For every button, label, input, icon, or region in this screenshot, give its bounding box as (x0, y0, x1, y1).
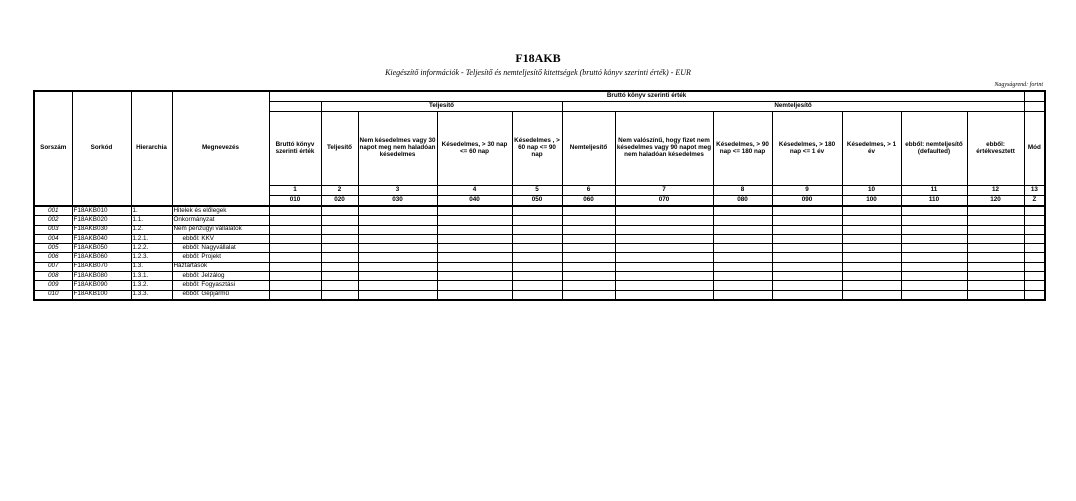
data-cell[interactable] (437, 216, 512, 225)
data-cell[interactable] (615, 234, 713, 243)
data-cell[interactable] (437, 244, 512, 253)
header-blank-left (269, 102, 321, 112)
column-header: Késedelmes , > 60 nap <= 90 nap (512, 112, 562, 186)
data-cell[interactable] (269, 234, 321, 243)
data-cell[interactable] (713, 290, 772, 300)
row-sorszam: 009 (34, 281, 72, 290)
column-header: Teljesítő (321, 112, 358, 186)
data-cell[interactable] (713, 272, 772, 281)
data-cell[interactable] (842, 244, 901, 253)
column-number: 10 (842, 186, 901, 196)
column-number: 4 (437, 186, 512, 196)
row-sorszam: 002 (34, 216, 72, 225)
table-row (34, 206, 1045, 216)
row-hierarchia: 1.2.2. (131, 244, 172, 253)
data-cell[interactable] (562, 225, 615, 234)
column-number: 9 (772, 186, 842, 196)
report-table (33, 90, 1046, 301)
data-cell[interactable] (1024, 206, 1045, 216)
data-cell[interactable] (321, 253, 358, 262)
data-cell[interactable] (437, 262, 512, 271)
column-code: 020 (321, 196, 358, 207)
data-cell[interactable] (269, 225, 321, 234)
data-cell[interactable] (772, 272, 842, 281)
data-cell[interactable] (901, 272, 967, 281)
data-cell[interactable] (437, 225, 512, 234)
data-cell[interactable] (321, 225, 358, 234)
data-cell[interactable] (713, 244, 772, 253)
column-code: 060 (562, 196, 615, 207)
column-header: Késedelmes, > 30 nap <= 60 nap (437, 112, 512, 186)
data-cell[interactable] (321, 290, 358, 300)
data-cell[interactable] (1024, 290, 1045, 300)
data-cell[interactable] (842, 272, 901, 281)
data-cell[interactable] (842, 216, 901, 225)
data-cell[interactable] (842, 290, 901, 300)
column-header: Bruttó könyv szerinti érték (269, 112, 321, 186)
table-row (34, 281, 1045, 290)
data-cell[interactable] (269, 244, 321, 253)
data-cell[interactable] (358, 290, 437, 300)
data-cell[interactable] (901, 253, 967, 262)
column-code: 100 (842, 196, 901, 207)
data-cell[interactable] (512, 225, 562, 234)
data-cell[interactable] (901, 290, 967, 300)
data-cell[interactable] (512, 290, 562, 300)
data-cell[interactable] (842, 281, 901, 290)
data-cell[interactable] (358, 272, 437, 281)
data-cell[interactable] (967, 290, 1024, 300)
header-blank-top (1024, 91, 1045, 102)
data-cell[interactable] (713, 234, 772, 243)
column-header: Nem késedelmes vagy 30 napot meg nem haladóan késedelmes (358, 112, 437, 186)
row-sorkod: F18AKB030 (72, 225, 131, 234)
row-hierarchia: 1.3. (131, 262, 172, 271)
data-cell[interactable] (713, 281, 772, 290)
data-cell[interactable] (842, 262, 901, 271)
data-cell[interactable] (967, 253, 1024, 262)
data-cell[interactable] (772, 216, 842, 225)
data-cell[interactable] (562, 206, 615, 216)
row-sorkod: F18AKB020 (72, 216, 131, 225)
row-sorkod: F18AKB050 (72, 244, 131, 253)
column-code: 080 (713, 196, 772, 207)
data-cell[interactable] (967, 206, 1024, 216)
row-sorkod: F18AKB080 (72, 272, 131, 281)
row-sorszam: 006 (34, 253, 72, 262)
data-cell[interactable] (842, 225, 901, 234)
data-cell[interactable] (615, 281, 713, 290)
data-cell[interactable] (562, 281, 615, 290)
row-megnevezes: Önkormányzat (172, 216, 269, 225)
data-cell[interactable] (321, 206, 358, 216)
data-cell[interactable] (512, 272, 562, 281)
data-cell[interactable] (512, 234, 562, 243)
data-cell[interactable] (772, 253, 842, 262)
column-number: 1 (269, 186, 321, 196)
data-cell[interactable] (1024, 216, 1045, 225)
row-megnevezes: ebből: Nagyvállalat (172, 244, 269, 253)
row-hierarchia: 1.2. (131, 225, 172, 234)
data-cell[interactable] (772, 290, 842, 300)
row-sorszam: 001 (34, 206, 72, 216)
column-code: 120 (967, 196, 1024, 207)
data-cell[interactable] (562, 290, 615, 300)
table-row (34, 225, 1045, 234)
data-cell[interactable] (967, 272, 1024, 281)
column-number: 2 (321, 186, 358, 196)
data-cell[interactable] (321, 216, 358, 225)
column-header: Nemteljesítő (562, 112, 615, 186)
data-cell[interactable] (269, 206, 321, 216)
data-cell[interactable] (512, 253, 562, 262)
column-code: 070 (615, 196, 713, 207)
column-number: 12 (967, 186, 1024, 196)
row-megnevezes: ebből: Projekt (172, 253, 269, 262)
column-header: Késedelmes, > 90 nap <= 180 nap (713, 112, 772, 186)
data-cell[interactable] (321, 244, 358, 253)
data-cell[interactable] (615, 244, 713, 253)
row-megnevezes: ebből: Fogyasztási (172, 281, 269, 290)
data-cell[interactable] (358, 253, 437, 262)
data-cell[interactable] (562, 244, 615, 253)
data-cell[interactable] (713, 262, 772, 271)
data-cell[interactable] (615, 272, 713, 281)
column-code: 110 (901, 196, 967, 207)
row-hierarchia: 1.2.1. (131, 234, 172, 243)
data-cell[interactable] (358, 281, 437, 290)
data-cell[interactable] (512, 262, 562, 271)
row-megnevezes: Hitelek és előlegek (172, 206, 269, 216)
data-cell[interactable] (512, 206, 562, 216)
header-performing: Teljesítő (321, 102, 562, 112)
data-cell[interactable] (772, 244, 842, 253)
row-sorkod: F18AKB070 (72, 262, 131, 271)
unit-note: Nagyságrend: forint (994, 82, 1043, 88)
row-sorszam: 010 (34, 290, 72, 300)
header-megnevezes: Megnevezés (172, 91, 269, 206)
table-row (34, 216, 1045, 225)
data-cell[interactable] (967, 225, 1024, 234)
data-cell[interactable] (437, 206, 512, 216)
data-cell[interactable] (615, 206, 713, 216)
data-cell[interactable] (615, 216, 713, 225)
data-cell[interactable] (269, 253, 321, 262)
table-row (34, 234, 1045, 243)
header-mod: Mód (1024, 112, 1045, 186)
data-cell[interactable] (1024, 262, 1045, 271)
row-hierarchia: 1.2.3. (131, 253, 172, 262)
column-code: 010 (269, 196, 321, 207)
data-cell[interactable] (615, 225, 713, 234)
data-cell[interactable] (967, 216, 1024, 225)
table-row (34, 262, 1045, 271)
data-cell[interactable] (358, 244, 437, 253)
data-cell[interactable] (967, 234, 1024, 243)
row-megnevezes: ebből: Jelzálog (172, 272, 269, 281)
data-cell[interactable] (512, 216, 562, 225)
form-subtitle: Kiegészítő információk - Teljesítő és nemteljesítő kitettségek (bruttó könyv szerinti érték) - EUR (385, 68, 691, 77)
data-cell[interactable] (437, 234, 512, 243)
row-sorkod: F18AKB060 (72, 253, 131, 262)
data-cell[interactable] (562, 262, 615, 271)
row-sorkod: F18AKB010 (72, 206, 131, 216)
column-code: 090 (772, 196, 842, 207)
data-cell[interactable] (772, 206, 842, 216)
data-cell[interactable] (437, 272, 512, 281)
data-cell[interactable] (358, 262, 437, 271)
column-number-mod: 13 (1024, 186, 1045, 196)
data-cell[interactable] (901, 244, 967, 253)
data-cell[interactable] (901, 225, 967, 234)
table-row (34, 272, 1045, 281)
data-cell[interactable] (358, 225, 437, 234)
data-cell[interactable] (901, 234, 967, 243)
column-code: 050 (512, 196, 562, 207)
data-cell[interactable] (772, 234, 842, 243)
row-sorszam: 008 (34, 272, 72, 281)
data-cell[interactable] (901, 216, 967, 225)
row-sorkod: F18AKB090 (72, 281, 131, 290)
data-cell[interactable] (842, 253, 901, 262)
column-header: ebből: értékvesztett (967, 112, 1024, 186)
column-code-mod: Z (1024, 196, 1045, 207)
column-number: 7 (615, 186, 713, 196)
data-cell[interactable] (512, 281, 562, 290)
column-code: 040 (437, 196, 512, 207)
data-cell[interactable] (615, 290, 713, 300)
data-cell[interactable] (269, 281, 321, 290)
data-cell[interactable] (842, 234, 901, 243)
row-sorkod: F18AKB100 (72, 290, 131, 300)
data-cell[interactable] (1024, 253, 1045, 262)
row-sorszam: 005 (34, 244, 72, 253)
data-cell[interactable] (562, 253, 615, 262)
table-row (34, 244, 1045, 253)
header-hierarchia: Hierarchia (131, 91, 172, 206)
data-cell[interactable] (842, 206, 901, 216)
data-cell[interactable] (713, 253, 772, 262)
form-title: F18AKB (515, 51, 561, 65)
column-number: 6 (562, 186, 615, 196)
data-cell[interactable] (358, 216, 437, 225)
row-hierarchia: 1.3.2. (131, 281, 172, 290)
row-hierarchia: 1.3.3. (131, 290, 172, 300)
data-cell[interactable] (772, 225, 842, 234)
data-cell[interactable] (615, 253, 713, 262)
data-cell[interactable] (713, 206, 772, 216)
data-cell[interactable] (967, 281, 1024, 290)
column-number: 3 (358, 186, 437, 196)
column-number: 8 (713, 186, 772, 196)
data-cell[interactable] (615, 262, 713, 271)
data-cell[interactable] (1024, 272, 1045, 281)
data-cell[interactable] (967, 262, 1024, 271)
data-cell[interactable] (437, 281, 512, 290)
data-cell[interactable] (1024, 234, 1045, 243)
data-cell[interactable] (269, 272, 321, 281)
data-cell[interactable] (901, 281, 967, 290)
data-cell[interactable] (321, 272, 358, 281)
data-cell[interactable] (269, 262, 321, 271)
data-cell[interactable] (1024, 244, 1045, 253)
data-cell[interactable] (967, 244, 1024, 253)
data-cell[interactable] (321, 281, 358, 290)
data-cell[interactable] (772, 262, 842, 271)
data-cell[interactable] (772, 281, 842, 290)
data-cell[interactable] (358, 234, 437, 243)
data-cell[interactable] (358, 206, 437, 216)
header-nonperforming: Nemteljesítő (562, 102, 1024, 112)
column-header: Késedelmes, > 180 nap <= 1 év (772, 112, 842, 186)
data-cell[interactable] (713, 225, 772, 234)
row-hierarchia: 1.3.1. (131, 272, 172, 281)
data-cell[interactable] (713, 216, 772, 225)
row-hierarchia: 1. (131, 206, 172, 216)
row-megnevezes: ebből: KKV (172, 234, 269, 243)
data-cell[interactable] (437, 290, 512, 300)
header-sorszam: Sorszám (34, 91, 72, 206)
row-hierarchia: 1.1. (131, 216, 172, 225)
column-code: 030 (358, 196, 437, 207)
data-cell[interactable] (512, 244, 562, 253)
data-cell[interactable] (901, 262, 967, 271)
column-header: Késedelmes, > 1 év (842, 112, 901, 186)
header-group: Bruttó könyv szerinti érték (269, 91, 1024, 102)
header-blank-right (1024, 102, 1045, 112)
header-sorkod: Sorkód (72, 91, 131, 206)
row-sorkod: F18AKB040 (72, 234, 131, 243)
data-cell[interactable] (321, 234, 358, 243)
data-cell[interactable] (562, 272, 615, 281)
row-megnevezes: Háztartások (172, 262, 269, 271)
data-cell[interactable] (437, 253, 512, 262)
data-cell[interactable] (901, 206, 967, 216)
data-cell[interactable] (1024, 281, 1045, 290)
column-number: 11 (901, 186, 967, 196)
column-number: 5 (512, 186, 562, 196)
row-megnevezes: Nem pénzügyi vállalatok (172, 225, 269, 234)
column-header: ebből: nemteljesítő (defaulted) (901, 112, 967, 186)
table-row (34, 253, 1045, 262)
row-sorszam: 007 (34, 262, 72, 271)
data-cell[interactable] (562, 216, 615, 225)
data-cell[interactable] (562, 234, 615, 243)
data-cell[interactable] (1024, 225, 1045, 234)
column-header: Nem valószínű, hogy fizet nem késedelmes vagy 90 napot meg nem haladóan késedelmes (615, 112, 713, 186)
data-cell[interactable] (269, 290, 321, 300)
data-cell[interactable] (269, 216, 321, 225)
row-megnevezes: ebből: Gépjármű (172, 290, 269, 300)
row-sorszam: 003 (34, 225, 72, 234)
table-row (34, 290, 1045, 300)
row-sorszam: 004 (34, 234, 72, 243)
data-cell[interactable] (321, 262, 358, 271)
